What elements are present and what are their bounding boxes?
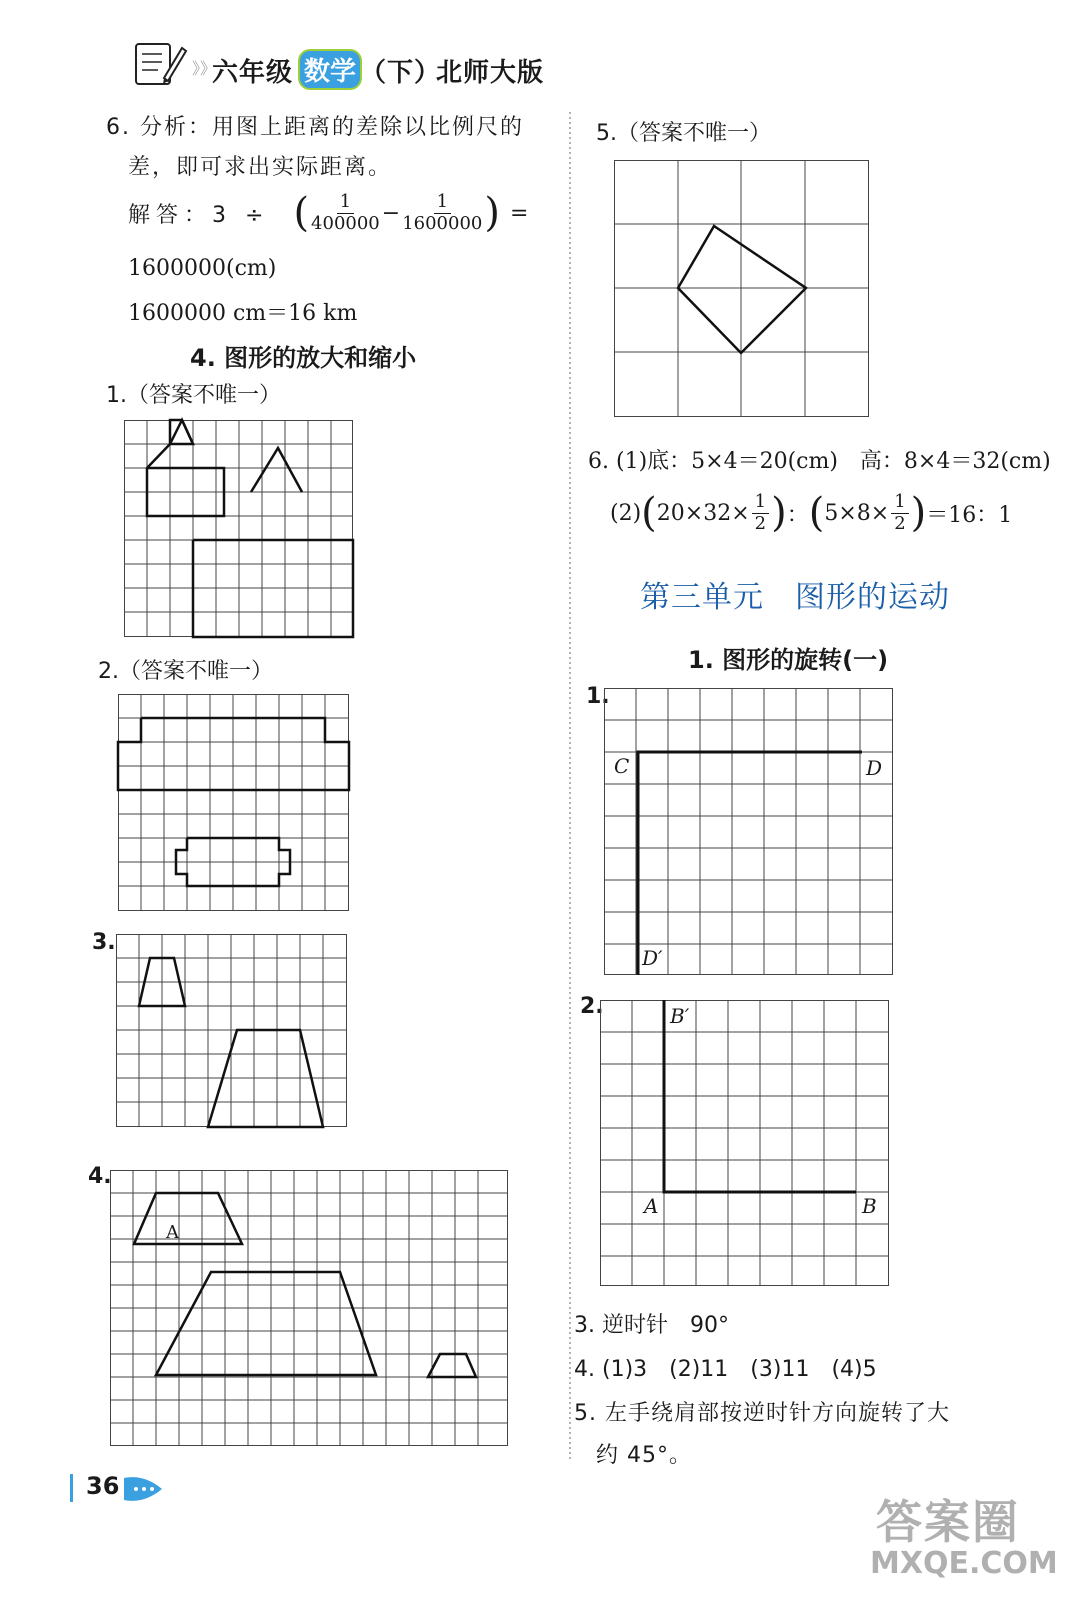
ex1-large-roof <box>251 448 302 492</box>
q6b-paren-close-2: ) <box>910 490 927 536</box>
page-number: 36 <box>86 1472 120 1500</box>
right-q3: 3. 逆时针 90° <box>574 1313 729 1338</box>
r2-label-Bprime: B′ <box>670 1004 690 1028</box>
q6b-part-a: 20×32× <box>656 500 750 526</box>
grid-q5 <box>614 160 874 420</box>
r1-label-C: C <box>614 754 630 778</box>
footer-bar-icon <box>70 1474 78 1502</box>
r1-label: 1. <box>586 684 610 709</box>
watermark-text-1: 答案圈 <box>876 1495 1020 1549</box>
grid-lines <box>124 420 353 637</box>
right-q5-line1: 5. 左手绕肩部按逆时针方向旋转了大 <box>574 1401 950 1426</box>
q6b-half-1: $\frac{1}{2}$ <box>752 492 769 534</box>
q6-equals: = <box>509 200 529 226</box>
header-subject-badge: 数学 <box>298 49 362 90</box>
q6-result-line: 1600000(cm) <box>128 256 277 281</box>
q6-paren-open: ( <box>293 190 310 236</box>
header-arrows: 》》 <box>192 59 217 78</box>
q6b-paren-close-1: ) <box>771 490 787 536</box>
ex4-label: 4. <box>88 1164 112 1189</box>
r2-label-B: B <box>862 1194 877 1218</box>
right-q5-label: 5.（答案不唯一） <box>596 121 771 146</box>
q6b-paren-open-2: ( <box>808 490 825 536</box>
right-q5-line2: 约 45°。 <box>596 1443 692 1468</box>
right-q6-line2 <box>610 490 1012 536</box>
ex4-trapezoid-a <box>134 1193 242 1244</box>
q6b-result: ＝16：1 <box>926 502 1013 528</box>
grid-ex1 <box>124 420 356 640</box>
grid-ex2 <box>118 694 354 914</box>
q6-analysis-line2: 差，即可求出实际距离。 <box>128 155 393 180</box>
header-grade: 六年级 <box>212 58 294 88</box>
q6-analysis-line1: 6. 分析：用图上距离的差除以比例尺的 <box>106 115 524 140</box>
q6-answer-formula <box>128 190 528 236</box>
q6b-half-2: $\frac{1}{2}$ <box>891 492 908 534</box>
r1-label-Dprime: D′ <box>642 946 663 970</box>
grid-rotation-1 <box>604 688 896 978</box>
unit-title: 第三单元 图形的运动 <box>640 580 950 615</box>
q6-minus: − <box>381 200 401 226</box>
q6b-part-b: 5×8× <box>824 500 890 526</box>
grid-ex3 <box>116 934 352 1130</box>
grid-rotation-2 <box>600 1000 892 1290</box>
section-title-scaling: 4. 图形的放大和缩小 <box>190 344 417 372</box>
q6-paren-close: ) <box>484 190 500 236</box>
q6-answer-prefix: 解答：3 ÷ <box>128 202 270 228</box>
q6-line2-prefix: (2) <box>610 500 642 526</box>
grid-ex4 <box>110 1170 512 1450</box>
q6-fraction-2: $\frac{1}{1600000}$ <box>402 190 483 234</box>
q6-convert-line: 1600000 cm＝16 km <box>128 301 358 326</box>
r2-label-A: A <box>644 1194 659 1218</box>
right-q4: 4. (1)3 (2)11 (3)11 (4)5 <box>574 1357 877 1382</box>
ex4-trapezoid-small <box>428 1354 476 1377</box>
footer-arrow-icon <box>122 1474 166 1504</box>
section-title-rotation: 1. 图形的旋转(一) <box>688 646 889 674</box>
ex4-trapezoid-large <box>156 1272 376 1375</box>
q6b-paren-open-1: ( <box>641 490 657 536</box>
watermark-text-2: MXQE.COM <box>870 1546 1058 1581</box>
header-edition: 北师大版 <box>436 58 545 88</box>
q6b-colon: ： <box>786 502 809 528</box>
r2-label: 2. <box>580 994 604 1019</box>
ex3-label: 3. <box>92 930 116 955</box>
q6-fraction-1: $\frac{1}{400000}$ <box>311 190 380 234</box>
right-q6-line1: 6. (1)底：5×4＝20(cm) 高：8×4＝32(cm) <box>588 449 1051 474</box>
ex1-label: 1.（答案不唯一） <box>106 383 281 408</box>
ex1-small-roof <box>170 420 193 444</box>
r1-label-D: D <box>866 756 883 780</box>
ex1-figures <box>147 420 353 637</box>
ex2-label: 2.（答案不唯一） <box>98 659 273 684</box>
ex1-small-house <box>147 420 224 516</box>
ex4-letter-a: A <box>166 1222 179 1243</box>
q5-square <box>678 226 806 353</box>
header-term: （下） <box>360 58 442 88</box>
